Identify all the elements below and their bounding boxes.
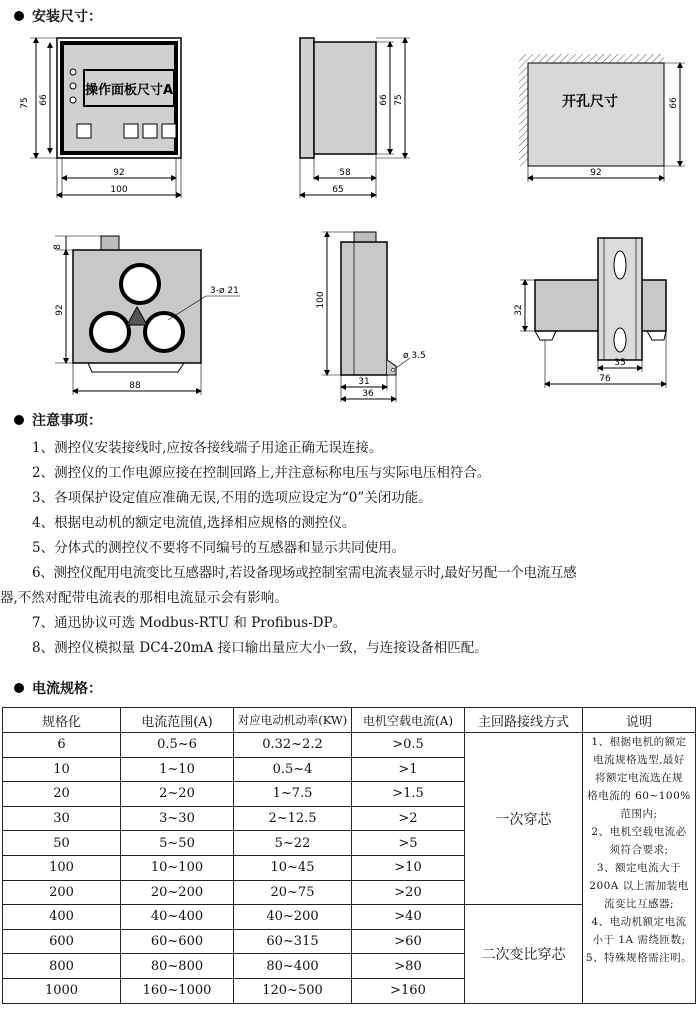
bullet-icon (14, 415, 24, 425)
table-cell: 0.5~4 (234, 757, 352, 782)
table-cell: 2~12.5 (234, 806, 352, 831)
table-cell: 2~20 (121, 782, 234, 807)
table-cell: >1 (352, 757, 465, 782)
remark-line: 1、根据电机的额定 (591, 736, 687, 748)
table-cell: 100 (3, 855, 121, 880)
svg-text:66: 66 (39, 94, 49, 106)
svg-text:92: 92 (55, 304, 65, 316)
table-cell: 50 (3, 831, 121, 856)
table-cell: 120~500 (234, 978, 352, 1003)
table-cell: 1~10 (121, 757, 234, 782)
table-cell: 600 (3, 929, 121, 954)
note-item: 6、测控仪配用电流变比互感器时,若设备现场或控制室需电流表显示时,最好另配一个电流互感 (32, 565, 577, 581)
spec-table (2, 707, 696, 1004)
table-cell: 3~30 (121, 806, 234, 831)
svg-text:35: 35 (614, 358, 626, 368)
note-item: 3、各项保护设定值应准确无误,不用的选项应设定为“0”关闭功能。 (32, 490, 432, 506)
table-cell: 5~50 (121, 831, 234, 856)
panel-label: 操作面板尺寸A (84, 83, 174, 98)
table-cell: 200 (3, 880, 121, 905)
panel-front-drawing (20, 38, 181, 198)
note-item: 1、测控仪安装接线时,应按各接线端子用途正确无误连接。 (32, 440, 383, 456)
table-cell: >40 (352, 905, 465, 930)
remark-line: 须符合要求; (609, 844, 669, 856)
table-cell: 40~200 (234, 905, 352, 930)
table-cell: 40~400 (121, 905, 234, 930)
remark-line: 5、特殊规格需注明。 (585, 952, 693, 964)
table-cell: 60~315 (234, 929, 352, 954)
table-cell: >1.5 (352, 782, 465, 807)
remarks-cell (583, 733, 696, 1004)
svg-text:ø 3.5: ø 3.5 (403, 351, 426, 361)
svg-text:100: 100 (316, 291, 326, 309)
install-drawings (0, 0, 700, 410)
svg-text:92: 92 (590, 168, 602, 178)
notes-heading: 注意事项： (14, 410, 102, 430)
svg-text:100: 100 (110, 185, 128, 195)
panel-side-drawing (300, 38, 410, 198)
ct-front-drawing (53, 236, 240, 395)
svg-text:36: 36 (362, 389, 374, 399)
table-cell: >20 (352, 880, 465, 905)
table-cell: >80 (352, 954, 465, 979)
svg-text:32: 32 (514, 304, 524, 316)
table-header-row (3, 708, 696, 733)
note-item: 5、分体式的测控仪不要将不同编号的互感器和显示共同使用。 (32, 540, 406, 556)
svg-text:66: 66 (379, 94, 389, 106)
ct-side-drawing (316, 232, 426, 402)
svg-text:92: 92 (113, 168, 125, 178)
table-cell: 10~45 (234, 855, 352, 880)
table-cell: 10 (3, 757, 121, 782)
install-heading: 安装尺寸： (14, 6, 102, 26)
table-cell: 0.32~2.2 (234, 733, 352, 758)
table-cell: 0.5~6 (121, 733, 234, 758)
notes-list (0, 436, 700, 661)
table-cell: 1000 (3, 978, 121, 1003)
remark-line: 小于 1A 需绕匝数; (592, 934, 686, 946)
cutout-drawing (519, 54, 685, 182)
svg-text:66: 66 (669, 97, 679, 109)
column-header: 对应电动机动率(KW) (234, 708, 352, 733)
table-cell: 800 (3, 954, 121, 979)
remark-line: 2、电机空载电流必 (591, 826, 687, 838)
table-cell: 20~75 (234, 880, 352, 905)
column-header: 电机空载电流(A) (352, 708, 465, 733)
table-cell: >2 (352, 806, 465, 831)
table-cell: 1~7.5 (234, 782, 352, 807)
table-row (3, 733, 696, 758)
column-header: 规格化 (3, 708, 121, 733)
remark-line: 4、电动机额定电流 (591, 916, 687, 928)
remark-line: 200A 以上需加装电 (589, 880, 689, 892)
column-header: 电流范围(A) (121, 708, 234, 733)
table-cell: 20~200 (121, 880, 234, 905)
svg-text:3-ø 21: 3-ø 21 (210, 286, 239, 296)
bullet-icon (14, 683, 24, 693)
remark-line: 将额定电流选在规 (595, 772, 683, 784)
svg-text:75: 75 (20, 97, 30, 109)
remark-line: 范围内; (620, 808, 658, 820)
column-header: 主回路接线方式 (465, 708, 583, 733)
svg-text:31: 31 (358, 377, 370, 387)
table-cell: 400 (3, 905, 121, 930)
remark-line: 格电流的 60~100% (587, 790, 691, 802)
table-cell: 80~400 (234, 954, 352, 979)
rail-mount-drawing (514, 238, 666, 388)
table-cell: 6 (3, 733, 121, 758)
note-item: 7、通迅协议可选 Modbus-RTU 和 Profibus-DP。 (32, 615, 347, 631)
table-cell: 80~800 (121, 954, 234, 979)
table-cell: 10~100 (121, 855, 234, 880)
column-header: 说明 (583, 708, 696, 733)
note-item: 2、测控仪的工作电源应接在控制回路上,并注意标称电压与实际电压相符合。 (32, 465, 491, 481)
svg-text:65: 65 (332, 185, 344, 195)
spec-heading: 电流规格： (14, 678, 102, 698)
table-cell: 20 (3, 782, 121, 807)
note-item-continued: 器,不然对配带电流表的那相电流显示会有影响。 (0, 590, 288, 606)
table-cell: >10 (352, 855, 465, 880)
wiring-method-cell: 一次穿芯 (465, 733, 583, 905)
table-cell: >160 (352, 978, 465, 1003)
table-cell: 160~1000 (121, 978, 234, 1003)
table-cell: >5 (352, 831, 465, 856)
note-item: 4、根据电动机的额定电流值,选择相应规格的测控仪。 (32, 515, 356, 531)
table-cell: 30 (3, 806, 121, 831)
table-cell: >0.5 (352, 733, 465, 758)
svg-text:88: 88 (129, 381, 141, 391)
remark-line: 流变比互感器; (603, 898, 675, 910)
cutout-label: 开孔尺寸 (562, 94, 618, 110)
remark-line: 电流规格选型,最好 (593, 754, 685, 766)
remark-line: 3、额定电流大于 (596, 862, 682, 874)
svg-text:76: 76 (599, 374, 611, 384)
table-cell: >60 (352, 929, 465, 954)
svg-text:8: 8 (53, 244, 63, 250)
wiring-method-cell: 二次变比穿芯 (465, 905, 583, 1003)
note-item: 8、测控仪模拟量 DC4-20mA 接口输出量应大小一致，与连接设备相匹配。 (32, 640, 488, 656)
svg-text:58: 58 (339, 168, 351, 178)
table-cell: 60~600 (121, 929, 234, 954)
table-cell: 5~22 (234, 831, 352, 856)
svg-text:75: 75 (394, 94, 404, 106)
